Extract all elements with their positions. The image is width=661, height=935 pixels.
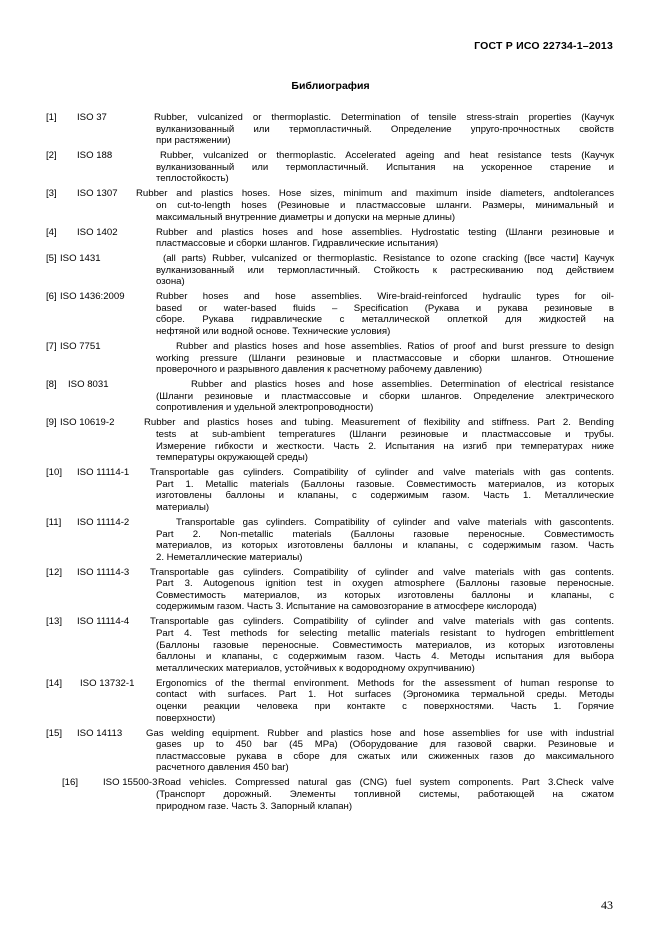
standard-code: ISO 37 [77,112,107,123]
standard-code: ISO 13732-1 [80,677,135,689]
reference-number: [8] [46,379,57,391]
reference-continuation-line: (Шланги резиновые и пластмассовые и сборки шлангов. Определение электрического [156,390,614,402]
reference-continuation-line: вулканизованный или термопластичный. Стойкость к растрескиванию под действием [156,264,614,276]
standard-code: ISO 1436:2009 [60,291,125,303]
reference-continuation-line: based or water-based fluids – Specification (Рукава и рукава резиновые в [156,302,614,314]
reference-continuation-line: материалов, из которых изготовлены баллоны и клапаны, с содержимым газом. Часть [156,540,614,552]
reference-title-line: Transportable gas cylinders. Compatibility of cylinder and valve materials with gascontents. [176,516,614,528]
reference-number: [4] [46,226,57,238]
reference-continuation-line: баллоны и клапаны, с содержимым газом. Часть 4. Методы испытания для выбора [156,651,614,663]
reference-continuation-line: (Транспорт дорожный. Элементы топливной системы, работающей на сжатом [156,788,614,800]
reference-continuation-line: сопротивления и удельной электропроводности) [156,402,374,414]
reference-title-line: Transportable gas cylinders. Compatibility of cylinder and valve materials with gas contents. [150,616,614,628]
reference-continuation-line: пластмассовые и сборки шлангов. Гидравлические испытания) [156,238,439,250]
reference-title-line: Rubber hoses and hose assemblies. Wire-braid-reinforced hydraulic types for oil- [156,291,614,303]
reference-continuation-line: Part 4. Test methods for selecting metallic materials resistant to hydrogen embrittlement [156,628,614,640]
reference-continuation-line: содержимым газом. Часть 3. Испытание на самовозгорание в атмосфере кислорода) [156,601,537,613]
reference-title-line: (all parts) Rubber, vulcanized or thermoplastic. Resistance to ozone cracking ([все части] Каучук [163,253,614,265]
standard-code: ISO 1402 [77,226,118,238]
standard-code: ISO 11114-3 [77,566,130,578]
standard-code: ISO 188 [77,150,113,162]
reference-continuation-line: расчетного давления 450 bar) [156,762,289,774]
reference-continuation-line: gases up to 450 bar (45 MPa) (Оборудование для газовой сварки. Резиновые и [156,739,614,751]
reference-continuation-line: сборе. Рукава гидравлические с металлической оплеткой для жидкостей на [156,314,614,326]
reference-title-line: Rubber, vulcanized or thermoplastic. Accelerated ageing and heat resistance tests (Каучук [160,150,614,162]
reference-entry [46,341,614,376]
reference-title-line: Ergonomics of the thermal environment. Methods for the assessment of human response to [156,677,614,689]
standard-code: ISO 1307 [77,188,118,200]
bibliography-title: Библиография [291,80,370,92]
reference-number: [16] [62,777,79,789]
reference-title-line: Transportable gas cylinders. Compatibility of cylinder and valve materials with gas contents. [150,467,614,479]
reference-continuation-line: (Баллоны газовые переносные. Совместимость материалов, из которых изготовлены [156,639,614,651]
reference-entry [46,150,614,185]
standard-code: ISO 11114-4 [77,616,130,628]
bibliography-list [46,112,614,816]
reference-continuation-line: пластмассовые рукава в сборе для сжатых или сжиженных газов до максимального [156,750,614,762]
reference-entry [46,291,614,337]
reference-continuation-line: вулканизованный или термопластичный. Испытания на ускоренное старение и [156,161,614,173]
reference-continuation-line: 2. Неметаллические материалы) [156,551,303,563]
reference-continuation-line: поверхности) [156,712,216,724]
reference-continuation-line: Part 2. Non-metallic materials (Баллоны газовые переносные. Совместимость [156,528,614,540]
reference-entry [46,616,614,674]
reference-entry [46,417,614,463]
reference-number: [13] [46,616,63,628]
standard-code: ISO 10619-2 [60,417,115,429]
standard-code: ISO 1431 [60,253,101,265]
reference-continuation-line: оценки реакции человека при контакте с поверхностями. Часть 1. Горячие [156,700,614,712]
reference-number: [5] [46,253,57,265]
standard-code: ISO 14113 [77,727,123,739]
reference-number: [3] [46,188,57,200]
reference-entry [46,227,614,250]
standard-code: ISO 11114-2 [77,516,130,528]
reference-entry [46,777,614,812]
reference-number: [7] [46,341,57,353]
reference-continuation-line: Измерение гибкости и жесткости. Часть 2. Испытания на изгиб при температурах ниже [156,440,614,452]
reference-continuation-line: теплостойкость) [156,173,229,185]
reference-entry [46,728,614,774]
reference-continuation-line: working pressure (Шланги резиновые и пластмассовые и сборки шлангов. Отношение [156,352,614,364]
standard-code: ISO 15500-3 [103,777,158,789]
reference-entry [46,112,614,147]
reference-number: [11] [46,516,62,528]
reference-title-line: Rubber and plastics hoses and tubing. Measurement of flexibility and stiffness. Part 2. Bending [144,417,614,429]
reference-title-line: Transportable gas cylinders. Compatibility of cylinder and valve materials with gas contents. [150,566,614,578]
reference-title-line: Road vehicles. Compressed natural gas (CNG) fuel system components. Part 3.Check valve [158,777,614,789]
reference-continuation-line: Part 1. Metallic materials (Баллоны газовые. Совместимость материалов, из которых [156,478,614,490]
standard-code: ISO 8031 [68,379,109,391]
reference-title-line: Gas welding equipment. Rubber and plastics hose and hose assemblies for use with industrial [146,727,614,739]
document-code-header: ГОСТ Р ИСО 22734-1–2013 [474,40,613,52]
reference-continuation-line: tests at sub-ambient temperatures (Шланги резиновые и пластмассовые и трубы. [156,428,614,440]
reference-continuation-line: при растяжении) [156,135,231,147]
reference-entry [46,467,614,513]
reference-continuation-line: температуры окружающей среды) [156,452,309,464]
reference-number: [15] [46,727,63,739]
standard-code: ISO 11114-1 [77,467,130,479]
reference-continuation-line: Part 3. Autogenous ignition test in oxygen atmosphere (Баллоны газовые переносные. [156,578,614,590]
reference-continuation-line: contact with surfaces. Part 1. Hot surfaces (Эргономика термальной среды. Методы [156,689,614,701]
reference-entry [46,379,614,414]
reference-number: [6] [46,291,57,303]
reference-continuation-line: Совместимость материалов, из которых изготовлены баллоны и клапаны, с [156,589,614,601]
page-number: 43 [601,898,613,912]
reference-entry [46,517,614,563]
reference-entry [46,567,614,613]
reference-continuation-line: металлических материалов, устойчивых к водородному охрупчиванию) [156,662,475,674]
reference-title-line: Rubber, vulcanized or thermoplastic. Determination of tensile stress-strain properties (Каучук [154,112,614,123]
reference-number: [1] [46,112,57,123]
reference-title-line: Rubber and plastics hoses. Hose sizes, minimum and maximum inside diameters, andtolerances [136,188,614,200]
reference-continuation-line: озона) [156,276,185,288]
reference-continuation-line: природном газе. Часть 3. Запорный клапан) [156,800,353,812]
reference-number: [2] [46,150,57,162]
reference-title-line: Rubber and plastics hoses and hose assemblies. Hydrostatic testing (Шланги резиновые и [156,226,614,238]
reference-continuation-line: вулканизованный или термопластичный. Определение упруго-прочностных свойств [156,123,614,135]
reference-number: [10] [46,467,63,479]
reference-entry [46,678,614,724]
reference-continuation-line: изготовлены баллоны и клапаны, с содержимым газом. Часть 1. Металлические [156,490,614,502]
reference-continuation-line: нефтяной или водной основе. Технические условия) [156,326,391,338]
reference-title-line: Rubber and plastics hoses and hose assemblies. Determination of electrical resistance [191,379,614,391]
reference-number: [9] [46,417,57,429]
reference-continuation-line: on cut-to-length hoses (Резиновые и пластмассовые шланги. Размеры, минимальный и [156,199,614,211]
reference-number: [14] [46,677,63,689]
standard-code: ISO 7751 [60,341,101,353]
reference-continuation-line: максимальный внутренние диаметры и допуски на мерные длины) [156,211,456,223]
reference-entry [46,188,614,223]
reference-continuation-line: проверочного и разрывного давления к расчетному рабочему давлению) [156,364,483,376]
reference-entry [46,253,614,288]
reference-title-line: Rubber and plastics hoses and hose assemblies. Ratios of proof and burst pressure to design [176,341,614,353]
reference-number: [12] [46,566,63,578]
reference-continuation-line: материалы) [156,501,210,513]
